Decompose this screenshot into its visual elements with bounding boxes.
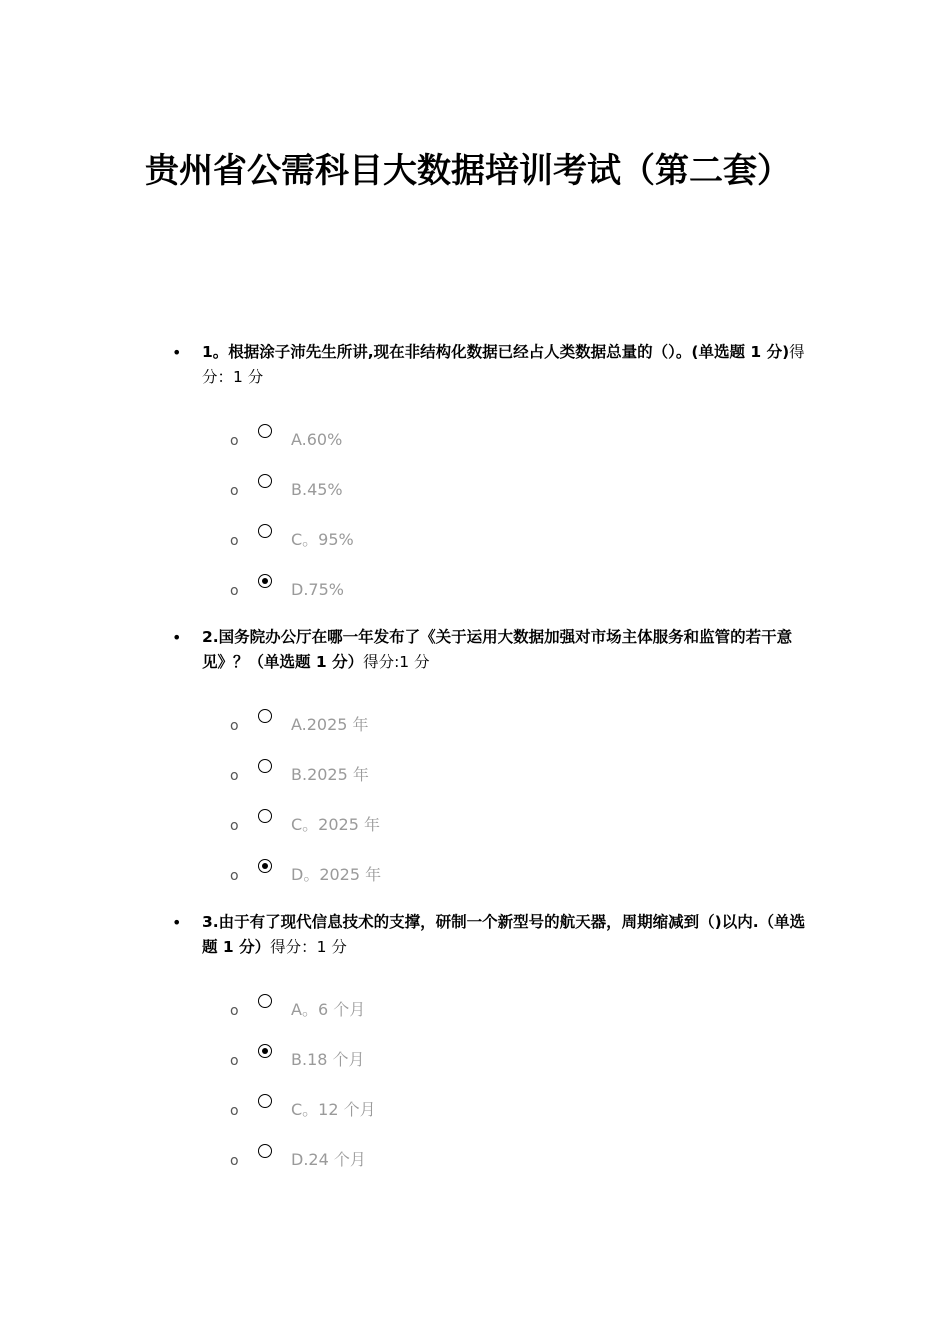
list-bullet: o: [230, 533, 239, 549]
list-bullet: o: [230, 868, 239, 884]
option-label: B.45%: [291, 480, 343, 499]
question-stem: 1。根据涂子沛先生所讲,现在非结构化数据已经占人类数据总量的（）。(单选题 1 分): [202, 343, 790, 361]
question-stem: 2.国务院办公厅在哪一年发布了《关于运用大数据加强对市场主体服务和监管的若干意见》？（单选题 1 分）: [202, 628, 793, 671]
page-title: 贵州省公需科目大数据培训考试（第二套）: [145, 151, 791, 191]
radio-button[interactable]: [258, 1094, 272, 1108]
option-a[interactable]: [230, 713, 530, 737]
option-label: C。12 个月: [291, 1100, 376, 1119]
option-label: B.2025 年: [291, 765, 369, 784]
option-d[interactable]: [230, 578, 530, 602]
radio-button-selected[interactable]: [258, 1044, 272, 1058]
radio-button[interactable]: [258, 1144, 272, 1158]
question-score: 得分:1 分: [363, 653, 430, 671]
radio-button[interactable]: [258, 424, 272, 438]
radio-button[interactable]: [258, 809, 272, 823]
option-c[interactable]: [230, 528, 530, 552]
list-bullet: •: [172, 628, 182, 647]
radio-button-selected[interactable]: [258, 859, 272, 873]
list-bullet: o: [230, 483, 239, 499]
option-b[interactable]: [230, 478, 530, 502]
option-a[interactable]: [230, 428, 530, 452]
option-a[interactable]: [230, 998, 530, 1022]
option-label: C。95%: [291, 530, 354, 549]
option-label: D.24 个月: [291, 1150, 366, 1169]
option-d[interactable]: [230, 863, 530, 887]
question-score: 得分：1 分: [202, 343, 805, 386]
option-c[interactable]: [230, 1098, 530, 1122]
list-bullet: o: [230, 818, 239, 834]
option-label: A.60%: [291, 430, 343, 449]
radio-button[interactable]: [258, 524, 272, 538]
option-c[interactable]: [230, 813, 530, 837]
option-label: A.2025 年: [291, 715, 369, 734]
list-bullet: o: [230, 1153, 239, 1169]
list-bullet: •: [172, 913, 182, 932]
list-bullet: •: [172, 343, 182, 362]
option-b[interactable]: [230, 1048, 530, 1072]
option-d[interactable]: [230, 1148, 530, 1172]
option-label: B.18 个月: [291, 1050, 365, 1069]
option-label: D.75%: [291, 580, 344, 599]
option-label: D。2025 年: [291, 865, 382, 884]
list-bullet: o: [230, 1053, 239, 1069]
question-score: 得分：1 分: [270, 938, 347, 956]
option-b[interactable]: [230, 763, 530, 787]
list-bullet: o: [230, 433, 239, 449]
option-label: A。6 个月: [291, 1000, 366, 1019]
list-bullet: o: [230, 1003, 239, 1019]
list-bullet: o: [230, 768, 239, 784]
radio-button[interactable]: [258, 474, 272, 488]
radio-button-selected[interactable]: [258, 574, 272, 588]
question-text: [202, 340, 812, 390]
option-label: C。2025 年: [291, 815, 380, 834]
question-text: [202, 625, 812, 675]
list-bullet: o: [230, 1103, 239, 1119]
question-stem: 3.由于有了现代信息技术的支撑，研制一个新型号的航天器，周期缩减到（)以内.（单选题 1 分）: [202, 913, 806, 956]
radio-button[interactable]: [258, 709, 272, 723]
question-text: [202, 910, 812, 960]
list-bullet: o: [230, 583, 239, 599]
radio-button[interactable]: [258, 759, 272, 773]
list-bullet: o: [230, 718, 239, 734]
radio-button[interactable]: [258, 994, 272, 1008]
